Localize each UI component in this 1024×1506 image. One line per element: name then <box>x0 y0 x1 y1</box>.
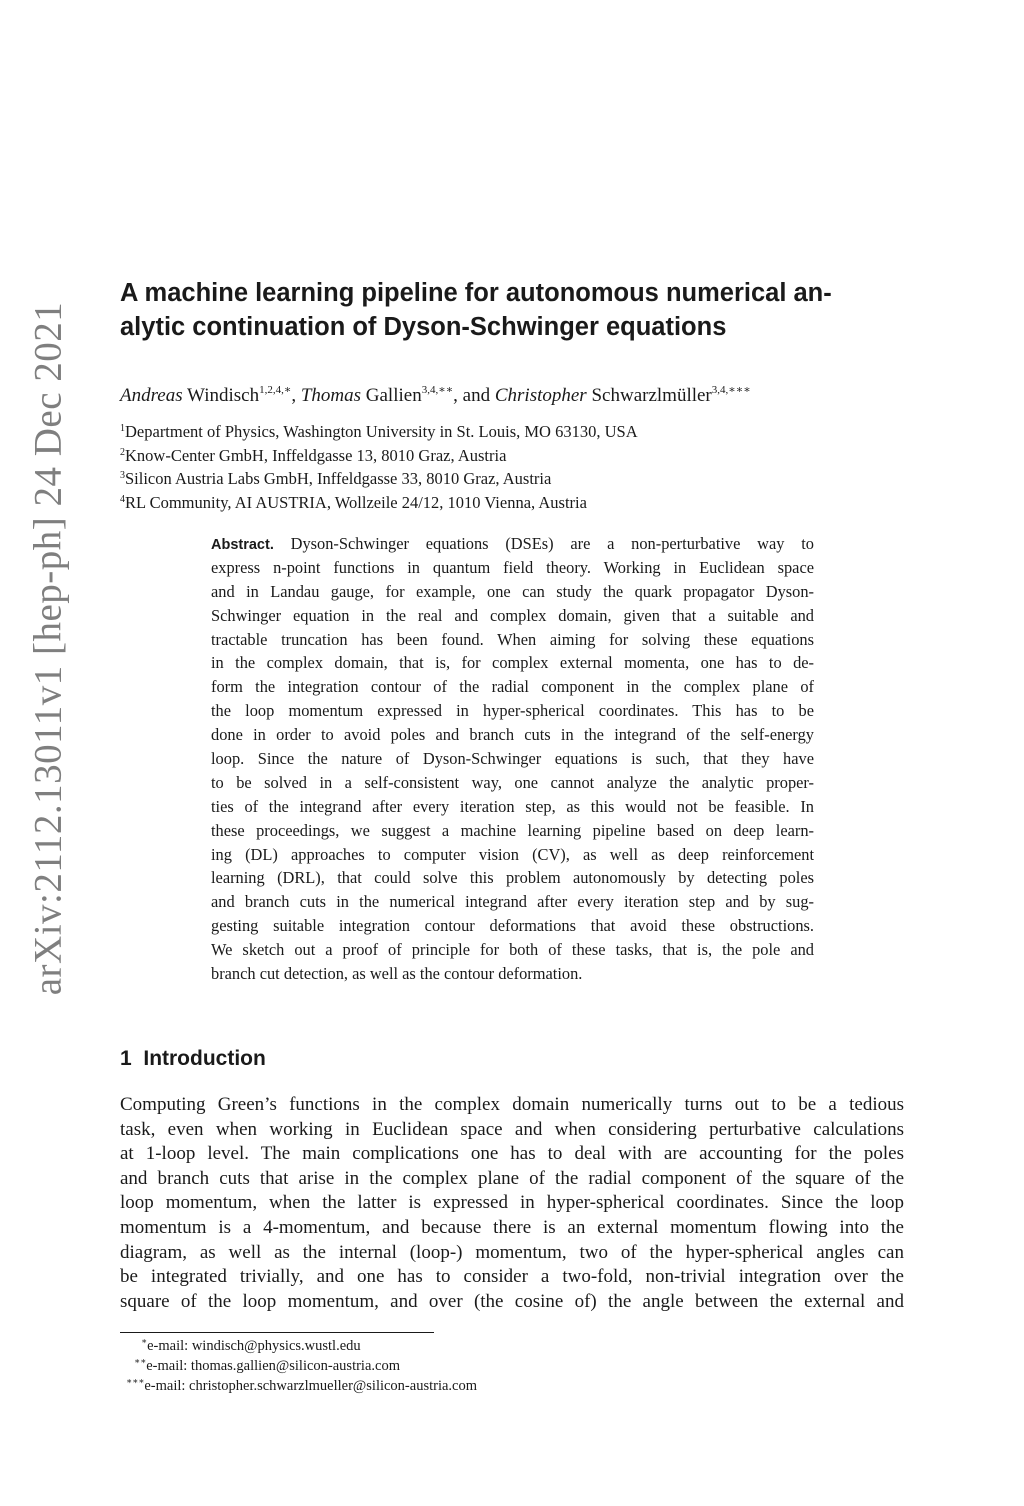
abstract-line: ties of the integrand after every iteration step, as this would not be feasible. In <box>211 796 814 816</box>
author-last-name: Windisch <box>187 385 260 406</box>
abstract-line: done in order to avoid poles and branch cuts in the integrand of the self-energy <box>211 725 814 745</box>
arxiv-identifier-text: arXiv:2112.13011v1 [hep-ph] 24 Dec 2021 <box>26 301 70 995</box>
affiliation-text: Know-Center GmbH, Inffeldgasse 13, 8010 Graz, Austria <box>125 445 507 465</box>
author-affiliation-marks: 3,4,∗∗∗ <box>711 384 751 396</box>
author-last-name: Gallien <box>365 385 422 406</box>
intro-line: loop momentum, when the latter is expressed in hyper-spherical coordinates. Since the loop <box>120 1192 904 1214</box>
section-number: 1 <box>120 1047 132 1070</box>
abstract-line: express n-point functions in quantum field theory. Working in Euclidean space <box>211 557 814 577</box>
affiliation-number: 2 <box>120 446 125 458</box>
affiliation-item <box>120 444 920 468</box>
abstract-line: learning (DRL), that could solve this problem autonomously by detecting poles <box>211 868 814 888</box>
author-3 <box>495 385 751 406</box>
abstract-label: Abstract. <box>211 537 274 553</box>
abstract-line: and in Landau gauge, for example, one can study the quark propagator Dyson- <box>211 581 814 601</box>
abstract-line <box>211 532 814 556</box>
section-title: Introduction <box>143 1047 266 1070</box>
footnote-item <box>120 1356 720 1376</box>
intro-line: be integrated trivially, and one has to consider a two-fold, non-trivial integration over the <box>120 1266 904 1288</box>
author-first-name: Andreas <box>120 385 183 406</box>
affiliation-number: 4 <box>120 493 125 505</box>
abstract-line: Schwinger equation in the real and complex domain, given that a suitable and <box>211 605 814 625</box>
abstract <box>211 532 814 986</box>
author-2 <box>301 385 453 406</box>
author-last-name: Schwarzlmüller <box>591 385 712 406</box>
paper-title <box>120 276 910 344</box>
footnote-email: e-mail: thomas.gallien@silicon-austria.com <box>146 1358 400 1374</box>
author-separator: , <box>291 385 301 406</box>
abstract-line: in the complex domain, that is, for complex external momenta, one has to de- <box>211 653 814 673</box>
author-list <box>120 384 920 408</box>
author-affiliation-marks: 3,4,∗∗ <box>421 384 454 396</box>
affiliation-number: 1 <box>120 423 125 434</box>
affiliation-text: RL Community, AI AUSTRIA, Wollzeile 24/12, 1010 Vienna, Austria <box>125 492 587 512</box>
abstract-line: the loop momentum expressed in hyper-spherical coordinates. This has to be <box>211 701 814 721</box>
abstract-line: tractable truncation has been found. When aiming for solving these equations <box>211 629 814 649</box>
footnote-mark: ∗ <box>141 1336 148 1346</box>
abstract-line: and branch cuts in the numerical integrand after every iteration step and by sug- <box>211 892 814 912</box>
affiliation-item <box>120 467 920 491</box>
introduction-paragraph <box>120 1093 904 1314</box>
abstract-line: these proceedings, we suggest a machine learning pipeline based on deep learn- <box>211 820 814 840</box>
abstract-line: loop. Since the nature of Dyson-Schwinger equations is such, that they have <box>211 749 814 769</box>
footnotes <box>120 1336 720 1396</box>
abstract-line: We sketch out a proof of principle for both of these tasks, that is, the pole and <box>211 940 814 960</box>
author-affiliation-marks: 1,2,4,∗ <box>259 384 292 396</box>
abstract-line: to be solved in a self-consistent way, one cannot analyze the analytic proper- <box>211 772 814 792</box>
arxiv-identifier-stamp <box>20 268 76 1028</box>
footnote-email: e-mail: windisch@physics.wustl.edu <box>147 1338 361 1354</box>
footnote-item <box>120 1336 720 1356</box>
intro-line: task, even when working in Euclidean space and when considering perturbative calculations <box>120 1118 904 1140</box>
intro-line: momentum is a 4-momentum, and because there is an external momentum flowing into the <box>120 1216 904 1238</box>
abstract-line: form the integration contour of the radial component in the complex plane of <box>211 677 814 697</box>
abstract-line: ing (DL) approaches to computer vision (CV), as well as deep reinforcement <box>211 844 814 864</box>
affiliation-number: 3 <box>120 470 125 481</box>
affiliation-text: Department of Physics, Washington University in St. Louis, MO 63130, USA <box>125 422 638 441</box>
intro-line: square of the loop momentum, and over (the cosine of) the angle between the external and <box>120 1290 904 1312</box>
author-1 <box>120 385 291 406</box>
affiliation-text: Silicon Austria Labs GmbH, Inffeldgasse 33, 8010 Graz, Austria <box>125 469 552 488</box>
author-first-name: Christopher <box>494 385 587 406</box>
title-line-2: alytic continuation of Dyson-Schwinger equations <box>120 313 727 341</box>
intro-line: at 1-loop level. The main complications one has to deal with are accounting for the poles <box>120 1143 904 1165</box>
intro-line: Computing Green’s functions in the complex domain numerically turns out to be a tedious <box>120 1094 904 1115</box>
footnote-mark: ∗∗∗ <box>126 1376 145 1386</box>
affiliation-item <box>120 420 920 444</box>
author-first-name: Thomas <box>300 385 362 406</box>
abstract-line: branch cut detection, as well as the contour deformation. <box>211 964 583 984</box>
section-heading <box>120 1044 266 1074</box>
affiliation-list <box>120 420 920 514</box>
intro-line: diagram, as well as the internal (loop-) momentum, two of the hyper-spherical angles can <box>120 1241 904 1263</box>
footnote-mark: ∗∗ <box>134 1356 147 1366</box>
footnote-item <box>120 1376 720 1396</box>
author-separator: , and <box>453 385 495 406</box>
affiliation-item <box>120 491 920 515</box>
intro-line: and branch cuts that arise in the complex plane of the radial component of the square of the <box>120 1167 904 1189</box>
abstract-line-text: Dyson-Schwinger equations (DSEs) are a non-perturbative way to <box>290 534 814 553</box>
title-line-1: A machine learning pipeline for autonomous numerical an- <box>120 279 832 307</box>
footnote-email: e-mail: christopher.schwarzlmueller@silicon-austria.com <box>144 1378 478 1394</box>
footnote-divider <box>120 1332 434 1333</box>
abstract-line: gesting suitable integration contour deformations that avoid these obstructions. <box>211 916 814 936</box>
